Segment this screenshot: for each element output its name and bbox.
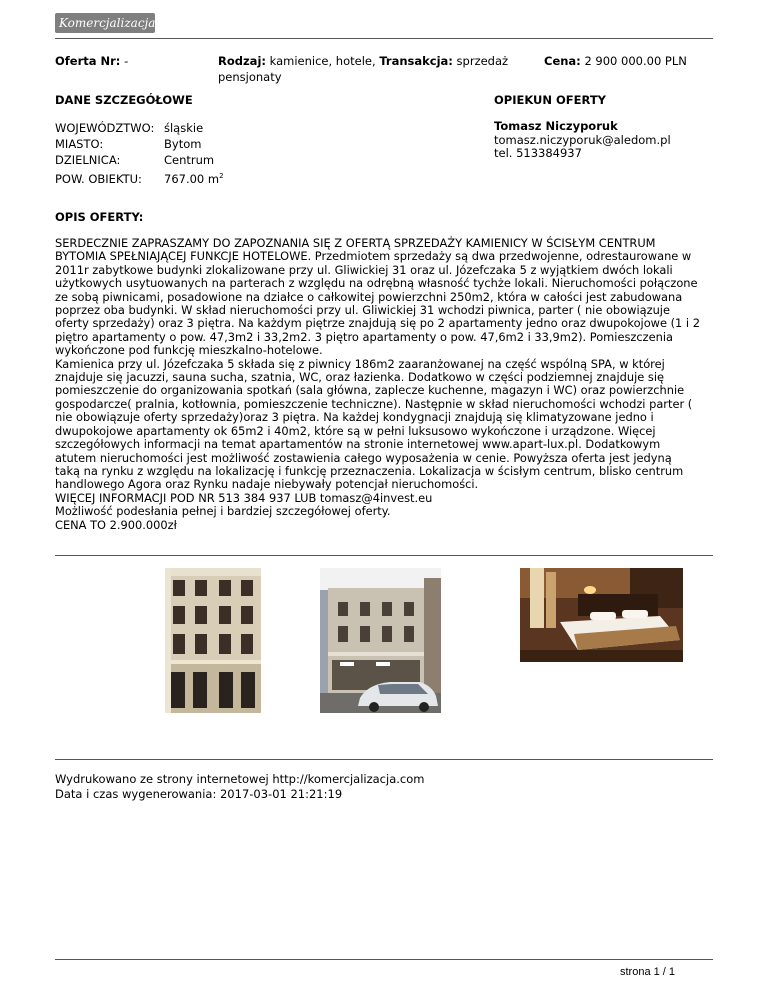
description-line: dwupokojowe apartamenty ok 65m2 i 40m2, które są w pełni luksusowo wykończone i urządzone. Więcej: [55, 423, 656, 438]
photos-top-rule: [55, 555, 713, 556]
description-title: OPIS OFERTY:: [55, 210, 144, 224]
photo-building-facade[interactable]: [165, 568, 261, 713]
description-line: ze sobą piwnicami, posadowione na działce o całkowitej powierzchni 250m2, która w całości jest zabudowana: [55, 289, 683, 304]
photo-bedroom[interactable]: [520, 568, 683, 662]
offer-number-value: -: [124, 54, 129, 68]
detail-label: DZIELNICA:: [55, 153, 121, 167]
description-line: gospodarcze( pralnia, kotłownia, pomieszczenie techniczne). Następnie w skład nieruchomości wchodzi parter (: [55, 396, 693, 411]
footer-rule: [55, 959, 713, 960]
detail-row: [55, 152, 224, 168]
agent-title: OPIEKUN OFERTY: [494, 93, 607, 107]
building-facade-image: [165, 568, 261, 713]
site-logo: [55, 13, 165, 33]
details-table: [55, 120, 224, 187]
agent-card: [494, 120, 671, 160]
description-line: użytkowych usytuowanych na parterach z względu na odrębną własność tychże lokali. Nieruchomości połączone: [55, 276, 698, 291]
generated-at: Data i czas wygenerowania: 2017-03-01 21:21:19: [55, 787, 343, 801]
description-body: [55, 237, 717, 532]
detail-value: 767.00 m: [164, 171, 220, 186]
offer-type: [218, 53, 528, 85]
description-line: Kamienica przy ul. Józefczaka 5 składa się z piwnicy 186m2 zaaranżowanej na część wspólną SPA, w której: [55, 356, 665, 371]
detail-row: [55, 136, 224, 152]
price-value: 2 900 000.00 PLN: [584, 54, 687, 68]
description-line: CENA TO 2.900.000zł: [55, 517, 177, 532]
type-value-continued: pensjonaty: [218, 70, 282, 84]
description-line: SERDECZNIE ZAPRASZAMY DO ZAPOZNANIA SIĘ Z OFERTĄ SPRZEDAŻY KAMIENICY W ŚCISŁYM CENTRUM: [55, 236, 656, 250]
description-line: atutem nieruchomości jest możliwość zostawienia całego wyposażenia w cenie. Powyższa oferta jest jedyną: [55, 450, 672, 465]
description-line: nie obowiązuje oferty sprzedaży)oraz 3 piętra. Na każdej kondygnacji znajdują się klimatyzowane jedno i: [55, 410, 654, 425]
logo-suffix: biz: [155, 16, 165, 23]
street-view-image: [320, 568, 441, 713]
transaction-value: sprzedaż: [456, 54, 509, 68]
description-line: wykończone pod funkcję mieszkalno-hotelowe.: [55, 343, 323, 358]
description-line: szczegółowych informacji na temat apartamentów na stronie internetowej www.apart-lux.pl. Dodatkowym: [55, 437, 661, 452]
description-line: znajduje się jacuzzi, sauna sucha, szatnia, WC, oraz łazienka. Dodatkowo w części podziemnej znajduje się: [55, 370, 665, 385]
photo-street-view[interactable]: [320, 568, 441, 713]
type-value: kamienice, hotele,: [269, 54, 376, 68]
header-rule: [55, 38, 713, 39]
printed-from: Wydrukowano ze strony internetowej http://komercjalizacja.com: [55, 772, 425, 786]
description-line: Możliwość podesłania pełnej i bardziej szczegółowej oferty.: [55, 504, 391, 519]
description-line: taką na rynku z względu na lokalizację i funkcję przeznaczenia. Lokalizacja w ścisłym centrum, blisko centrum: [55, 463, 684, 478]
page-number: strona 1 / 1: [620, 966, 676, 978]
agent-name: Tomasz Niczyporuk: [494, 119, 618, 133]
description-line: oferty sprzedaży) oraz 3 piętra. Na każdym piętrze znajdują się po 2 apartamenty jedno oraz dwupokojowe (1 i 2: [55, 316, 700, 331]
print-info: [55, 772, 424, 802]
agent-email[interactable]: tomasz.niczyporuk@aledom.pl: [494, 133, 671, 147]
detail-label: POW. OBIEKTU:: [55, 171, 142, 186]
agent-phone: tel. 513384937: [494, 146, 582, 160]
bedroom-image: [520, 568, 683, 662]
detail-value: śląskie: [164, 121, 204, 135]
detail-row: [55, 168, 224, 187]
price-label: Cena:: [544, 54, 581, 68]
description-line: WIĘCEJ INFORMACJI POD NR 513 384 937 LUB tomasz@4invest.eu: [55, 490, 433, 505]
detail-value: Bytom: [164, 137, 202, 151]
detail-label: MIASTO:: [55, 137, 104, 151]
description-line: piętro apartamenty o pow. 47,3m2 i 33,2m2. 3 piętro apartamenty o pow. 47,6m2 i 33,9m2). Pomieszczenia: [55, 329, 673, 344]
description-line: pomieszczenie do organizowania spotkań (sala główna, zaplecze kuchenne, magazyn i WC) oraz powierzchnie: [55, 383, 685, 398]
detail-row: [55, 120, 224, 136]
description-line: handlowego Agora oraz Rynku nadaje niebywały potencjał nieruchomości.: [55, 477, 479, 492]
detail-value: Centrum: [164, 153, 215, 167]
area-unit-exponent: 2: [219, 172, 224, 180]
details-title: DANE SZCZEGÓŁOWE: [55, 93, 193, 107]
logo-text: Komercjalizacja: [59, 16, 156, 30]
detail-label: WOJEWÓDZTWO:: [55, 121, 155, 135]
offer-number-label: Oferta Nr:: [55, 54, 121, 68]
description-line: BYTOMIA SPEŁNIAJĄCEJ FUNKCJE HOTELOWE. Przedmiotem sprzedaży są dwa przedwojenne, odrestaurowane w: [55, 249, 692, 264]
offer-number: [55, 53, 128, 69]
transaction-label: Transakcja:: [379, 54, 453, 68]
description-line: poprzez oba budynki. W skład nieruchomości przy ul. Gliwickiej 31 wchodzi piwnica, parter ( nie obowiązuje: [55, 303, 670, 318]
type-label: Rodzaj:: [218, 54, 266, 68]
description-line: 2011r zabytkowe budynki zlokalizowane przy ul. Gliwickiej 31 oraz ul. Józefczaka 5 z wyjątkiem dwóch lokali: [55, 262, 673, 277]
price: [544, 53, 687, 69]
photos-bottom-rule: [55, 759, 713, 760]
